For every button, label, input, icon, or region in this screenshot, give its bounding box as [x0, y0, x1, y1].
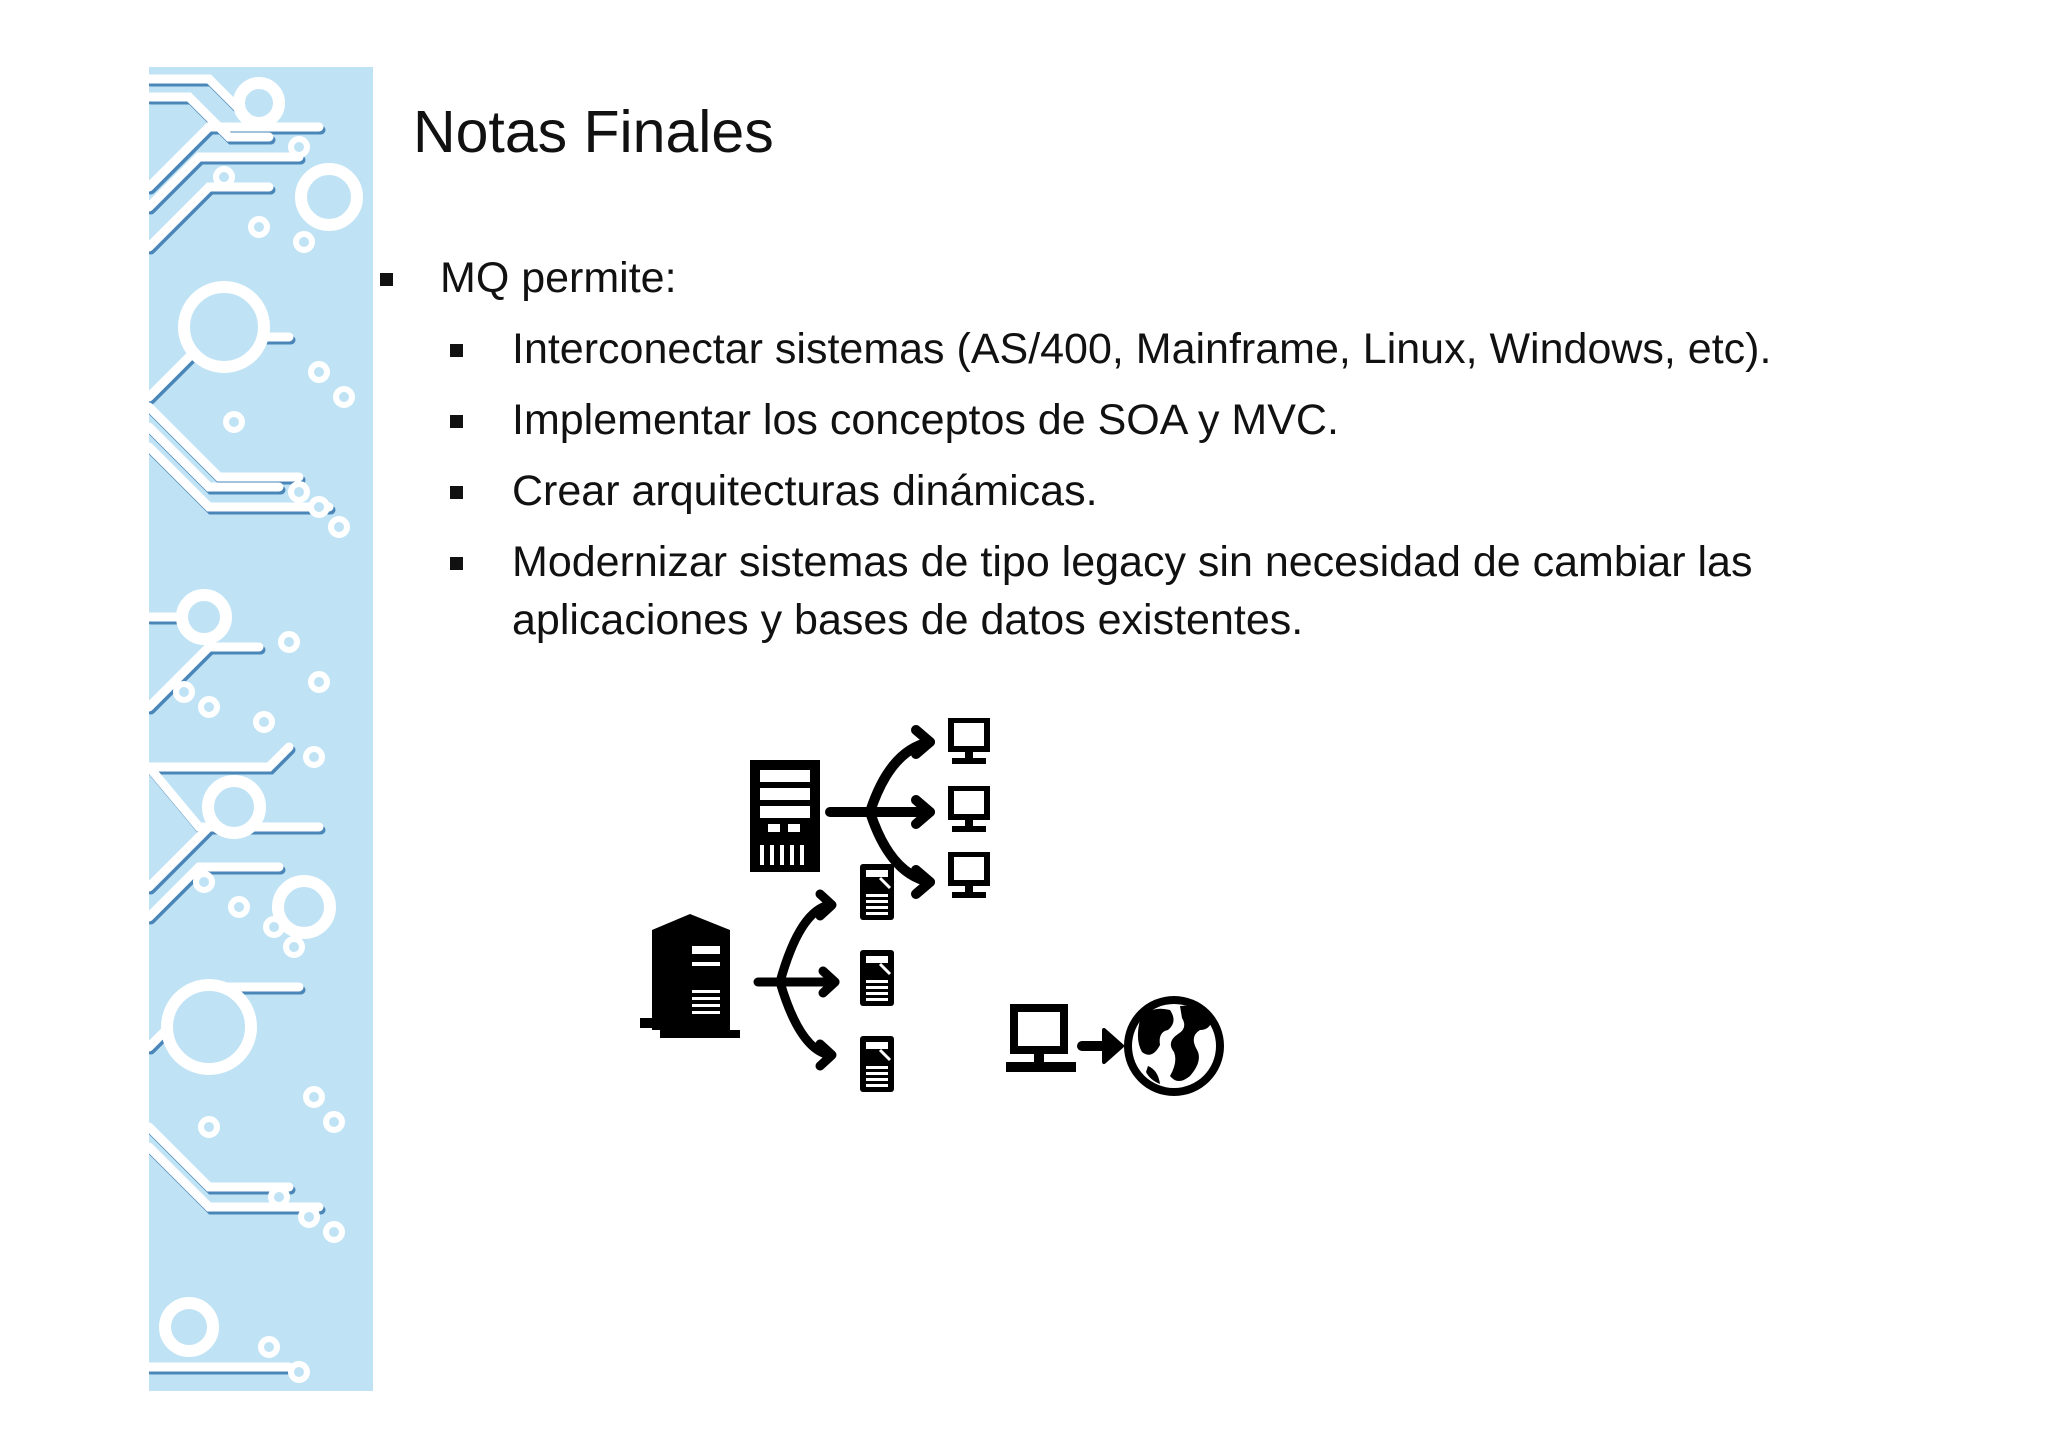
bullet-implementar: Implementar los conceptos de SOA y MVC. [512, 396, 1339, 444]
desktop-computer-icon [1006, 1004, 1076, 1072]
bullet-marker [380, 273, 393, 286]
bullet-marker [450, 557, 463, 570]
globe-icon [1124, 996, 1224, 1096]
tower-server-icon [640, 914, 740, 1038]
bullet-marker [450, 344, 463, 357]
slide-title: Notas Finales [413, 99, 774, 165]
mini-server-icon [860, 864, 894, 920]
bullet-modernizar-line2: aplicaciones y bases de datos existentes. [512, 596, 1304, 644]
bullet-modernizar-line1: Modernizar sistemas de tipo legacy sin necesidad de cambiar las [512, 538, 1753, 586]
rack-server-icon [750, 760, 820, 872]
desktop-computer-icon [948, 718, 990, 764]
desktop-computer-icon [948, 786, 990, 832]
fan-out-arrows-bottom [758, 894, 835, 1066]
network-diagram [630, 700, 1410, 1120]
circuit-strip-decoration [149, 67, 373, 1391]
desktop-computer-icon [948, 852, 990, 898]
bullet-crear: Crear arquitecturas dinámicas. [512, 467, 1098, 515]
bullet-mq-permite: MQ permite: [440, 254, 677, 302]
bullet-marker [450, 415, 463, 428]
mini-server-icon [860, 950, 894, 1006]
bullet-interconectar: Interconectar sistemas (AS/400, Mainframe, Linux, Windows, etc). [512, 325, 1772, 373]
arrow-icon [1082, 1030, 1122, 1062]
mini-server-icon [860, 1036, 894, 1092]
bullet-marker [450, 486, 463, 499]
